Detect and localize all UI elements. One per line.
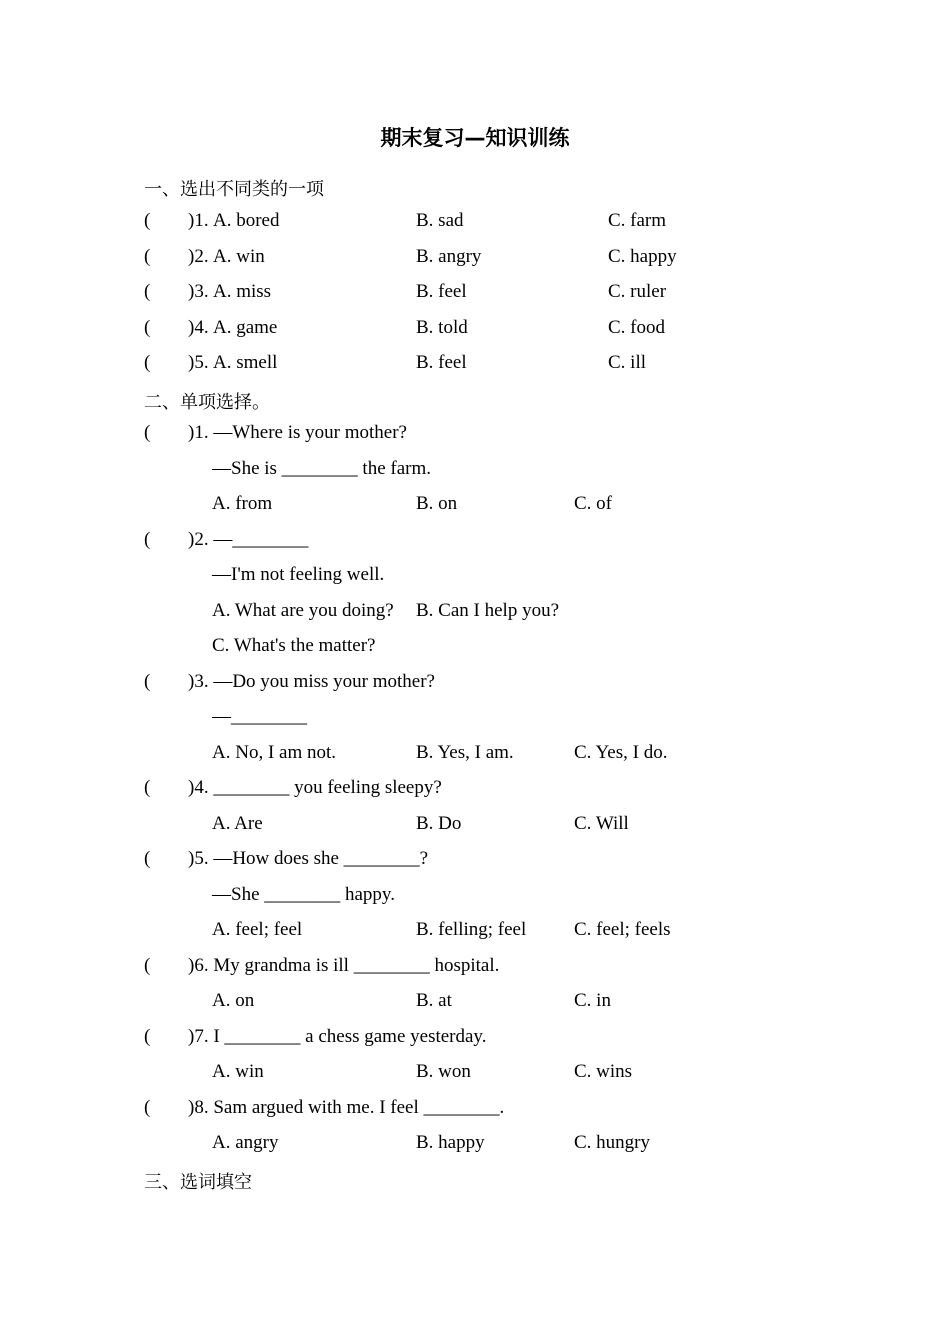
answer-blank[interactable]: ( (144, 955, 151, 976)
option-a: A. smell (213, 352, 278, 373)
option-b: B. sad (416, 210, 464, 231)
option-a: A. feel; feel (212, 919, 303, 940)
section-heading: 一、选出不同类的一项 (144, 179, 324, 200)
s1-item-2 (0, 246, 950, 276)
option-b: B. happy (416, 1132, 485, 1153)
s2-q6-stem-line (0, 955, 950, 985)
option-a: A. from (212, 493, 273, 514)
option-c: C. happy (608, 246, 677, 267)
s2-q1-dialog-line (0, 458, 950, 488)
option-c: C. farm (608, 210, 667, 231)
s2-q2-options-ab (0, 600, 950, 630)
item-number: )1. (188, 210, 209, 231)
answer-blank[interactable]: ( (144, 246, 151, 267)
option-a: A. What are you doing? (212, 600, 394, 621)
option-c: C. of (574, 493, 612, 514)
option-c: C. ruler (608, 281, 667, 302)
option-b: B. on (416, 493, 458, 514)
option-c: C. Yes, I do. (574, 742, 668, 763)
option-b: B. told (416, 317, 468, 338)
s1-item-4 (0, 317, 950, 347)
s2-q2-dialog-line (0, 564, 950, 594)
question-stem: )1. —Where is your mother? (188, 422, 407, 443)
item-number: )3. (188, 281, 209, 302)
option-c: C. food (608, 317, 665, 338)
option-b: B. won (416, 1061, 471, 1082)
answer-blank[interactable]: ( (144, 671, 151, 692)
option-b: B. at (416, 990, 452, 1011)
option-a: A. win (213, 246, 265, 267)
section-1-heading-line (0, 175, 950, 205)
s2-q5-dialog-line (0, 884, 950, 914)
option-c: C. Will (574, 813, 629, 834)
section-heading: 三、选词填空 (144, 1172, 252, 1193)
option-b: B. angry (416, 246, 482, 267)
option-c: C. in (574, 990, 611, 1011)
option-a: A. win (212, 1061, 264, 1082)
answer-blank[interactable]: ( (144, 1097, 151, 1118)
s2-q5-options (0, 919, 950, 949)
option-c: C. feel; feels (574, 919, 671, 940)
option-c: C. hungry (574, 1132, 650, 1153)
option-a: A. No, I am not. (212, 742, 337, 763)
section-3-heading-line (0, 1168, 950, 1198)
answer-blank[interactable]: ( (144, 281, 151, 302)
question-stem: )7. I ________ a chess game yesterday. (188, 1026, 487, 1047)
s2-q1-options (0, 493, 950, 523)
option-b: B. Do (416, 813, 462, 834)
page-title: 期末复习—知识训练 (380, 126, 570, 150)
question-stem: )8. Sam argued with me. I feel ________. (188, 1097, 505, 1118)
s1-item-5 (0, 352, 950, 382)
question-stem: )6. My grandma is ill ________ hospital. (188, 955, 500, 976)
option-c: C. What's the matter? (212, 635, 376, 656)
answer-blank[interactable]: ( (144, 422, 151, 443)
question-response: —I'm not feeling well. (212, 564, 385, 585)
s2-q3-dialog-line (0, 706, 950, 736)
option-b: B. Can I help you? (416, 600, 560, 621)
option-b: B. feel (416, 352, 467, 373)
section-2-heading-line (0, 388, 950, 418)
s2-q3-options (0, 742, 950, 772)
s1-item-1 (0, 210, 950, 240)
section-heading: 二、单项选择。 (144, 392, 270, 413)
s2-q1-stem-line (0, 422, 950, 452)
s2-q5-stem-line (0, 848, 950, 878)
answer-blank[interactable]: ( (144, 210, 151, 231)
option-a: A. angry (212, 1132, 279, 1153)
question-stem: )5. —How does she ________? (188, 848, 429, 869)
item-number: )4. (188, 317, 209, 338)
option-a: A. bored (213, 210, 280, 231)
question-response: —________ (212, 706, 307, 727)
s2-q7-options (0, 1061, 950, 1091)
answer-blank[interactable]: ( (144, 317, 151, 338)
answer-blank[interactable]: ( (144, 1026, 151, 1047)
answer-blank[interactable]: ( (144, 848, 151, 869)
answer-blank[interactable]: ( (144, 777, 151, 798)
option-a: A. on (212, 990, 255, 1011)
s2-q6-options (0, 990, 950, 1020)
question-stem: )2. —________ (188, 529, 309, 550)
question-stem: )3. —Do you miss your mother? (188, 671, 435, 692)
item-number: )2. (188, 246, 209, 267)
option-c: C. wins (574, 1061, 633, 1082)
option-b: B. feel (416, 281, 467, 302)
s2-q8-options (0, 1132, 950, 1162)
option-a: A. miss (213, 281, 272, 302)
question-response: —She ________ happy. (212, 884, 395, 905)
option-a: A. Are (212, 813, 263, 834)
answer-blank[interactable]: ( (144, 529, 151, 550)
s2-q8-stem-line (0, 1097, 950, 1127)
option-b: B. Yes, I am. (416, 742, 514, 763)
item-number: )5. (188, 352, 209, 373)
s2-q3-stem-line (0, 671, 950, 701)
s2-q2-options-c (0, 635, 950, 665)
question-response: —She is ________ the farm. (212, 458, 432, 479)
question-stem: )4. ________ you feeling sleepy? (188, 777, 442, 798)
s2-q7-stem-line (0, 1026, 950, 1056)
option-a: A. game (213, 317, 278, 338)
s1-item-3 (0, 281, 950, 311)
option-c: C. ill (608, 352, 647, 373)
s2-q4-stem-line (0, 777, 950, 807)
s2-q2-stem-line (0, 529, 950, 559)
s2-q4-options (0, 813, 950, 843)
option-b: B. felling; feel (416, 919, 527, 940)
answer-blank[interactable]: ( (144, 352, 151, 373)
